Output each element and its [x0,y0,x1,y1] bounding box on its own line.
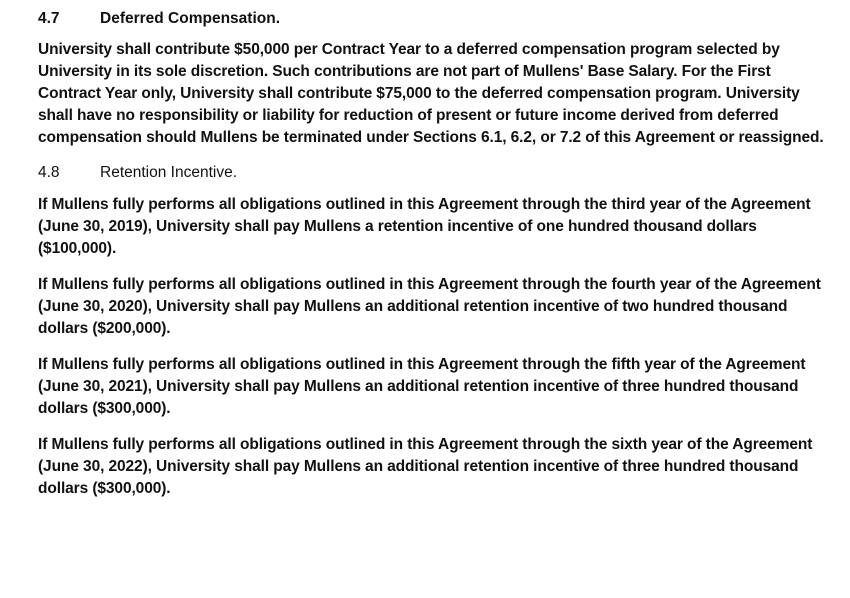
section-heading-retention-incentive [38,163,830,183]
retention-paragraph-sixth-year: If Mullens fully performs all obligations outlined in this Agreement through the sixth year of the Agreement (June 30, 2022), University shall pay Mullens an additional retention incentive of three hundred thousand dollars ($300,000). [38,436,813,497]
section-heading-deferred-compensation [38,9,830,29]
section-number: 4.8 [38,164,60,181]
retention-paragraph-fourth-year: If Mullens fully performs all obligations outlined in this Agreement through the fourth year of the Agreement (June 30, 2020), University shall pay Mullens an additional retention incentive of two hundred thousand dollars ($200,000). [38,276,821,337]
retention-paragraph-fifth-year: If Mullens fully performs all obligations outlined in this Agreement through the fifth year of the Agreement (June 30, 2021), University shall pay Mullens an additional retention incentive of three hundred thousand dollars ($300,000). [38,356,806,417]
deferred-compensation-paragraph: University shall contribute $50,000 per Contract Year to a deferred compensation program selected by University in its sole discretion. Such contributions are not part of Mullens' Base Salary. For the First Contract Year only, University shall contribute $75,000 to the deferred compensation program. University shall have no responsibility or liability for reduction of present or future income derived from deferred compensation should Mullens be terminated under Sections 6.1, 6.2, or 7.2 of this Agreement or reassigned. [38,41,824,146]
retention-paragraph-third-year: If Mullens fully performs all obligations outlined in this Agreement through the third year of the Agreement (June 30, 2019), University shall pay Mullens a retention incentive of one hundred thousand dollars ($100,000). [38,196,811,257]
section-number: 4.7 [38,10,60,27]
section-title: Retention Incentive. [100,164,238,181]
section-title: Deferred Compensation. [100,10,281,27]
